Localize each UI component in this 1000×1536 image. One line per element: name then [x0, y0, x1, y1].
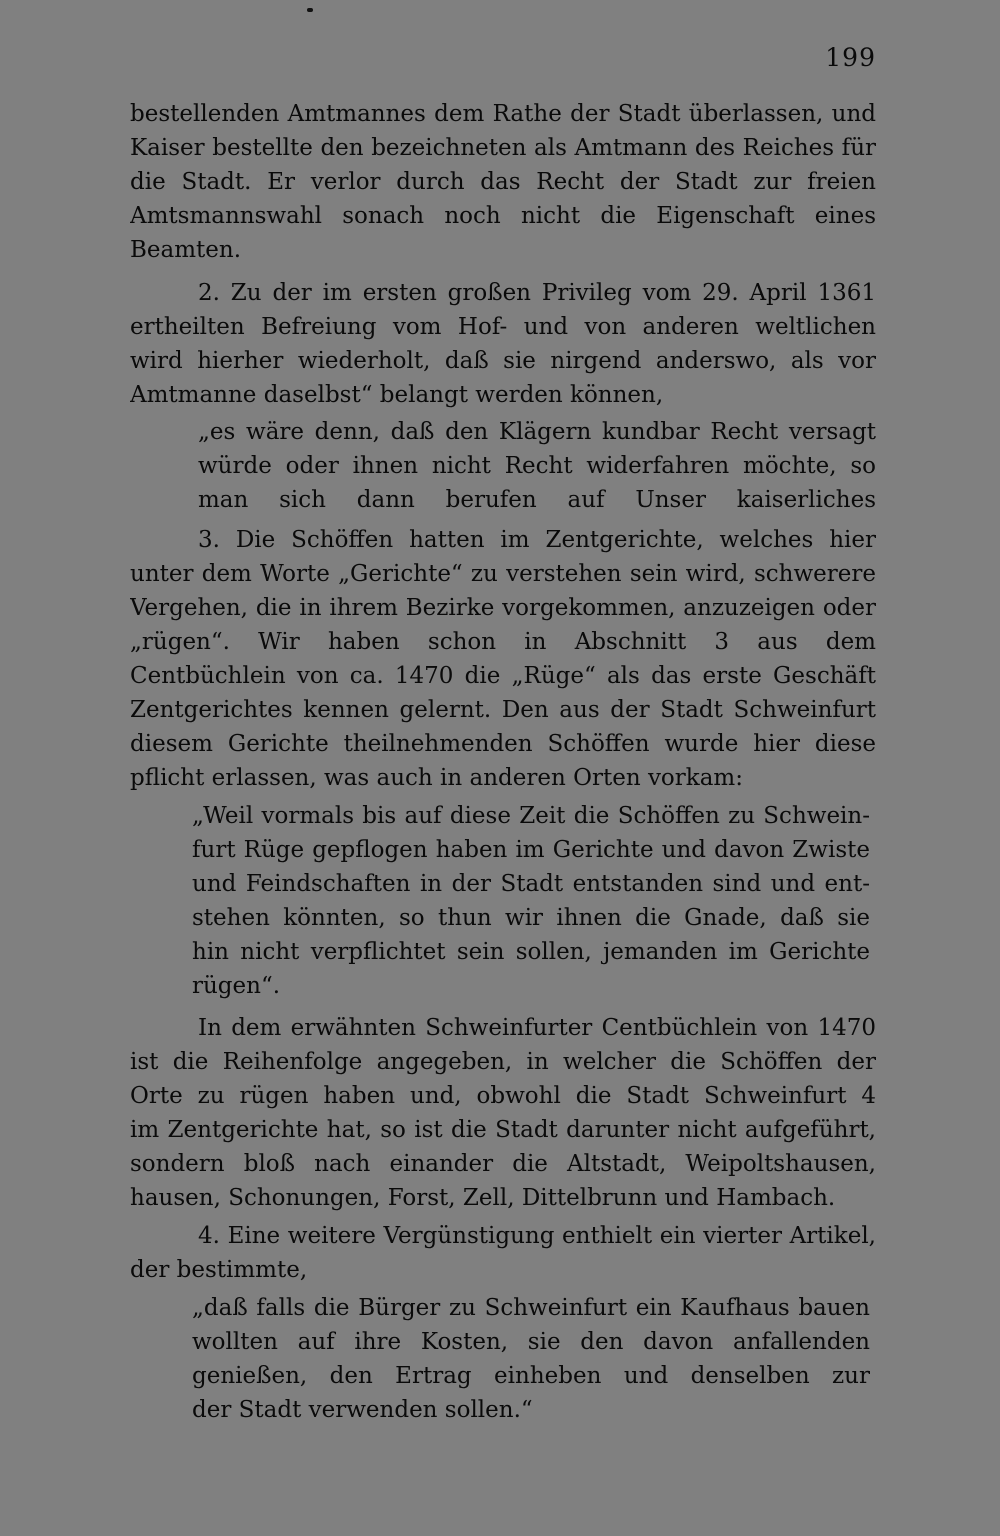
- page-number: 199: [825, 43, 876, 72]
- text-line: wird hierher wiederholt, daß sie nirgend anderswo, als vor: [130, 348, 876, 374]
- quote-line: und Feindschaften in der Stadt entstanden sind und ent-: [192, 871, 870, 897]
- quote-line: wollten auf ihre Kosten, sie den davon anfallenden: [192, 1329, 870, 1355]
- quote-line: würde oder ihnen nicht Recht widerfahren möchte, so: [198, 453, 876, 479]
- text-line: diesem Gerichte theilnehmenden Schöffen wurde hier diese: [130, 731, 876, 757]
- quote-line: „Weil vormals bis auf diese Zeit die Schöffen zu Schwein-: [192, 803, 870, 829]
- quote-line: „daß falls die Bürger zu Schweinfurt ein Kaufhaus bauen: [192, 1295, 870, 1321]
- text-line: Kaiser bestellte den bezeichneten als Amtmann des Reiches für: [130, 135, 876, 161]
- quote-line: genießen, den Ertrag einheben und denselben zur: [192, 1363, 870, 1389]
- paragraph-start-line: 3. Die Schöffen hatten im Zentgerichte, welches hier: [198, 527, 876, 553]
- text-line: Vergehen, die in ihrem Bezirke vorgekommen, anzuzeigen oder: [130, 595, 876, 621]
- text-line: pflicht erlassen, was auch in anderen Orten vorkam:: [130, 765, 743, 791]
- quote-line: furt Rüge gepflogen haben im Gerichte und davon Zwiste: [192, 837, 870, 863]
- quote-line: „es wäre denn, daß den Klägern kundbar Recht versagt: [198, 419, 876, 445]
- quote-line: rügen“.: [192, 973, 281, 999]
- text-line: Amtsmannswahl sonach noch nicht die Eigenschaft eines: [130, 203, 876, 229]
- text-line: bestellenden Amtmannes dem Rathe der Stadt überlassen, und: [130, 101, 876, 127]
- text-line: unter dem Worte „Gerichte“ zu verstehen sein wird, schwerere: [130, 561, 876, 587]
- text-line: ist die Reihenfolge angegeben, in welcher die Schöffen der: [130, 1049, 876, 1075]
- paragraph-start-line: 2. Zu der im ersten großen Privileg vom 29. April 1361: [198, 280, 876, 306]
- text-line: Beamten.: [130, 237, 242, 263]
- paragraph-start-line: In dem erwähnten Schweinfurter Centbüchlein von 1470: [198, 1015, 876, 1041]
- text-line: Orte zu rügen haben und, obwohl die Stadt Schweinfurt 4: [130, 1083, 876, 1109]
- text-line: der bestimmte,: [130, 1257, 308, 1283]
- text-line: im Zentgerichte hat, so ist die Stadt darunter nicht aufgeführt,: [130, 1117, 876, 1143]
- text-line: sondern bloß nach einander die Altstadt, Weipoltshausen,: [130, 1151, 876, 1177]
- print-speck: [307, 8, 313, 12]
- quote-line: man sich dann berufen auf Unser kaiserliches: [198, 487, 876, 513]
- text-line: Amtmanne daselbst“ belangt werden können,: [130, 382, 664, 408]
- text-line: die Stadt. Er verlor durch das Recht der Stadt zur freien: [130, 169, 876, 195]
- text-line: „rügen“. Wir haben schon in Abschnitt 3 aus dem: [130, 629, 876, 655]
- quote-line: der Stadt verwenden sollen.“: [192, 1397, 533, 1423]
- quote-line: stehen könnten, so thun wir ihnen die Gnade, daß sie: [192, 905, 870, 931]
- paragraph-start-line: 4. Eine weitere Vergünstigung enthielt ein vierter Artikel,: [198, 1223, 876, 1249]
- text-line: Centbüchlein von ca. 1470 die „Rüge“ als das erste Geschäft: [130, 663, 876, 689]
- text-line: ertheilten Befreiung vom Hof- und von anderen weltlichen: [130, 314, 876, 340]
- text-line: hausen, Schonungen, Forst, Zell, Dittelbrunn und Hambach.: [130, 1185, 836, 1211]
- quote-line: hin nicht verpflichtet sein sollen, jemanden im Gerichte: [192, 939, 870, 965]
- text-line: Zentgerichtes kennen gelernt. Den aus der Stadt Schweinfurt: [130, 697, 876, 723]
